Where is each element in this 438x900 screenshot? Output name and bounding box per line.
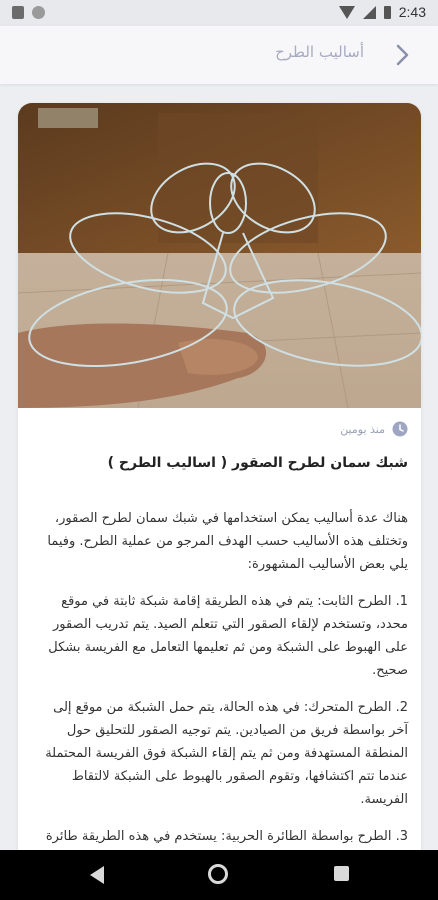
wifi-icon — [339, 6, 355, 19]
article-meta — [340, 421, 408, 437]
nav-home-icon[interactable] — [208, 864, 228, 884]
article-image — [18, 103, 421, 408]
article-date: منذ يومين — [340, 422, 385, 436]
app-bar — [0, 26, 438, 84]
article-paragraph: 2. الطرح المتحرك: في هذه الحالة، يتم حمل الشبكة من موقع إلى آخر بواسطة فريق من الصيادين. يتم توجيه الصقور للتحليق حول المنطقة المستهدفة ومن ثم يتم إلقاء الشبكة فوق الفريسة المحتملة عندما تتم اكتشافها، وتقوم الصقور بالهبوط على الشبكة لالتقاط الفريسة. — [45, 700, 408, 807]
article-paragraph: هناك عدة أساليب يمكن استخدامها في شبك سمان لطرح الصقور، وتختلف هذه الأساليب حسب الهدف المرجو من عملية الطرح. وفيما يلي بعض الأساليب المشهورة: — [47, 511, 408, 572]
signal-icon — [363, 6, 376, 19]
article-card — [18, 103, 421, 863]
battery-icon — [384, 6, 391, 19]
status-time: 2:43 — [398, 4, 426, 20]
system-nav-bar — [0, 850, 438, 900]
article-paragraph: 3. الطرح بواسطة الطائرة الحربية: يستخدم في هذه الطريقة طائرة — [45, 829, 408, 844]
back-chevron-icon[interactable] — [392, 43, 412, 67]
sim-icon — [12, 6, 24, 19]
page-title: أساليب الطرح — [275, 43, 364, 61]
nav-recents-icon[interactable] — [334, 866, 349, 881]
status-bar — [0, 0, 438, 26]
notification-icon — [32, 6, 45, 19]
article-title: شبك سمان لطرح الصقور ( اساليب الطرح ) — [107, 455, 408, 471]
article-body — [31, 507, 408, 863]
article-paragraph: 1. الطرح الثابت: يتم في هذه الطريقة إقامة شبكة ثابتة في موقع محدد، وتستخدم لإلقاء الصقور التي تتعلم الصيد. يتم تدريب الصقور على الهبوط على الشبكة ومن ثم تعليمها التعامل مع الفريسة بشكل صحيح. — [48, 594, 408, 678]
clock-icon — [392, 421, 408, 437]
nav-back-icon[interactable] — [90, 866, 104, 884]
